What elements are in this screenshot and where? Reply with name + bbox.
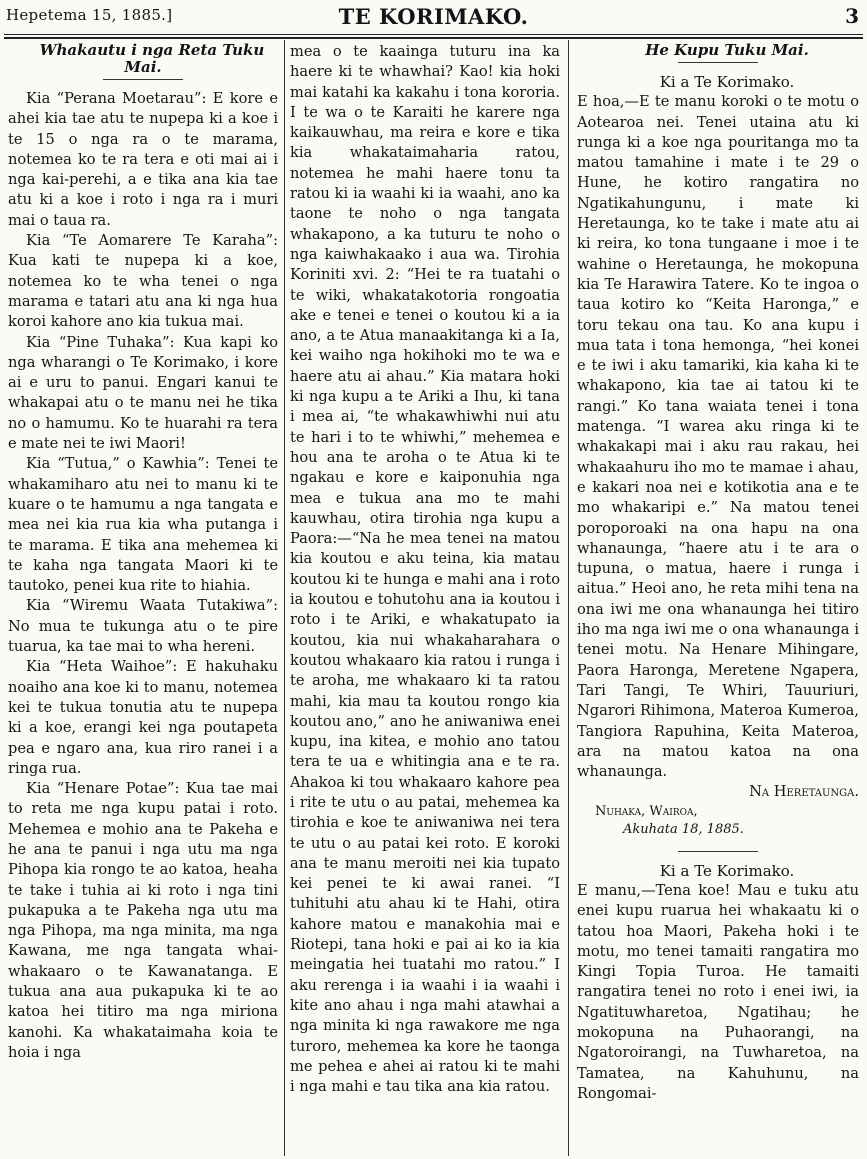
section-title: Whakautu i nga Reta Tuku Mai. bbox=[39, 42, 265, 76]
page-header bbox=[0, 0, 867, 34]
newspaper-title: TE KORIMAKO. bbox=[338, 4, 529, 29]
header-rule-thick bbox=[4, 37, 863, 39]
letter-paragraph: E hoa,—E te manu koroki o te motu o Aotearoa nei. Tenei utaina atu ki runga ki a koe nga pouritanga mo ta matou tamahine i mate i te 29 o Hune, he kotiro rangatira no Ngatikahungunu, i mate ki Heretaunga, ko te take i mate atu ai ki reira, ko tona tungaane i moe i te wahine o Heretaunga, he mokopuna kia Te Harawira Tatere. Ko te ingoa o taua kotiro ko “Keita Haronga,” e toru tekau ona tau. Ko ana kupu i mua tata i tona hemonga, “hei konei e te iwi i aku tamariki, kia kaha ki te whakapono, kia tae ai tatou ki te rangi.” Ko tana waiata tenei i tona matenga. “I warea aku ringa ki te whakakapi mai i aku rau rakau, hei whakaahuru iho mo te mamae i ahau, e kakari noa nei e kotikotia ana e te mo whakaripi e.” Na matou tenei poroporoaki na ona hapu na ona whanaunga, “haere atu i te ara o tupuna, o matua, haere i runga i aitua.” Heoi ano, he reta mihi tena na ona iwi me ona whanaunga hei titiro iho ma nga iwi me o ona whanaunga i tenei motu. Na Henare Mihingare, Paora Haronga, Meretene Ngapera, Tari Tangi, Te Whiri, Tauuriuri, Ngarori Rihimona, Materoa Kumeroa, Tangiora Rapuhina, Keita Materoa, ara na matou katoa na ona whanaunga. bbox=[577, 93, 859, 781]
section-rule bbox=[103, 79, 183, 80]
column-2 bbox=[290, 42, 560, 1156]
letter-addressee: Ki a Te Korimako. bbox=[659, 861, 795, 880]
letter-paragraph: E manu,—Tena koe! Mau e tuku atu enei kupu ruarua hei whakaatu ki o tatou hoa Maori, Pakeha hoki i te motu, mo tenei tamaiti rangatira mo Kingi Topia Turoa. He tamaiti rangatira tenei no roto i enei iwi, ia Ngatituwharetoa, Ngatihau; he mokopuna na Puhaorangi, na Ngatoroirangi, na Tuwharetoa, na Tamatea, na Kahuhunu, na Rongomai- bbox=[577, 881, 859, 1102]
page-number: 3 bbox=[845, 4, 859, 28]
article-paragraph: Kia “Te Aomarere Te Karaha”: Kua kati te nupepa ki a koe, notemea ko te wha tenei o nga marama e tatari atu ana ki nga hua koroi kahore ano kia tukua mai. bbox=[8, 232, 278, 331]
letter-signature: Na Heretaunga. bbox=[749, 783, 859, 801]
letter-addressee: Ki a Te Korimako. bbox=[659, 73, 795, 91]
article-paragraph: Kia “Pine Tuhaka”: Kua kapi ko nga wharangi o Te Korimako, i kore ai e uru to panui. Engari kanui te whakapai atu o te manu nei he tika no o hamumu. Ko te huarahi ra tera e mate nei te iwi Maori! bbox=[8, 333, 278, 453]
column-3 bbox=[577, 42, 859, 1156]
article-paragraph: mea o te kaainga tuturu ina ka haere ki te whawhai? Kao! kia hoki mai katahi ka kakahu i tona kororia. I te wa o te Karaiti he karere nga kaikauwhau, ma reira e kore e tika kia whakataimaharia ratou, notemea he mahi haere tonu ta ratou ki ia waahi ki ia waahi, ano ka taone te noho o nga tangata whakapono, a ka tuturu te noho o nga kaiwhakaako i aua wa. Tirohia Koriniti xvi. 2: “Hei te ra tuatahi o te wiki, whakatakotoria rongoatia ake e tenei e tenei o koutou ki a ia ano, a te Atua manaakitanga ki a Ia, kei waiho nga hokihoki mo te wa e haere atu ai ahau.” Kia matara hoki ki nga kupu a te Ariki a Ihu, ki tana i mea ai, “te whakawhiwhi nui atu te hari i to te whiwhi,” mehemea e hou ana te aroha o te Atua ki te ngakau e kore e kaiponuhia nga mea e tukua ana mo te mahi kauwhau, otira tirohia nga kupu a Paora:—“Na he mea tenei na matou kia koutou e aku teina, kia matau koutou ki te hunga e mahi ana i roto ia koutou e tohutohu ana ia koutou i roto i te Ariki, e whakatupato ia koutou, kia nui whakaharahara o koutou whakaaro kia ratou i runga i te aroha, me whakaaro ki ta ratou mahi, kia mau ta koutou rongo kia koutou ano,” ano he aniwaniwa enei kupu, ina kitea, e mohio ano tatou tera te ua e whitingia ana e te ra. Ahakoa ki tou whakaaro kahore pea i rite te utu o au patai, mehemea ka tirohia e koe te aniwaniwa nei tera te utu o au patai kei roto. E koroki ana te manu meroiti nei kia tupato kei penei te ki awai ranei. “I tuhituhi atu ahau ki te Hahi, otira kahore matou e manakohia mai e Riotepi, tana hoki e pai ai ko ia kia meingatia hei tuatahi mo ratou.” I aku rerenga i ia waahi i ia waahi i kite ano ahau i nga mahi atawhai a nga minita ki nga rawakore me nga turoro, mehemea ka kore he taonga me pehea e ahei ai ratou ki te mahi i nga mahi e tau tika ana kia ratou. bbox=[290, 43, 560, 1096]
section-title: He Kupu Tuku Mai. bbox=[645, 42, 809, 59]
article-paragraph: Kia “Henare Potae”: Kua tae mai to reta me nga kupu patai i roto. Mehemea e mohio ana te Pakeha e he ana te panui i nga utu ma nga Pihopa kia rongo te ao katoa, heaha te take i tuhia ai ki roto i nga tini pukapuka a te Pakeha nga utu ma nga Pihopa, ma nga minita, ma nga Kawana, me nga tangata whai-whakaaro o te Kawanatanga. E tukua ana aua pukapuka ki te ao katoa hei titiro ma nga miriona kanohi. Ka whakataimaha koia te hoia i nga bbox=[8, 780, 278, 1061]
issue-date: Hepetema 15, 1885.] bbox=[6, 6, 173, 24]
column-1 bbox=[8, 42, 278, 1156]
section-rule bbox=[678, 851, 758, 852]
article-paragraph: Kia “Heta Waihoe”: E hakuhaku noaiho ana koe ki to manu, notemea kei te tukua tonutia atu te nupepa ki a koe, erangi kei nga poutapeta pea e ngaro ana, kua riro ranei i a ringa rua. bbox=[8, 658, 278, 777]
article-paragraph: Kia “Wiremu Waata Tutakiwa”: No mua te tukunga atu o te pire tuarua, ka tae mai to wha hereni. bbox=[8, 597, 278, 656]
column-divider bbox=[284, 40, 285, 1156]
article-paragraph: Kia “Perana Moetarau”: E kore e ahei kia tae atu te nupepa ki a koe i te 15 o nga ra o te marama, notemea ko te ra tera e oti mai ai i nga kai-perehi, a e tika ana kia tae atu ki a koe i roto i nga ra i muri mai o taua ra. bbox=[8, 90, 278, 229]
article-paragraph: Kia “Tutua,” o Kawhia”: Tenei te whakamiharo atu nei to manu ki te kuare o te hamumu a nga tangata e mea nei kia rua kia wha putanga i te marama. E tika ana mehemea ki te kaha nga tangata Maori ki te tautoko, penei kua rite to hiahia. bbox=[8, 455, 278, 595]
letter-place: Nuhaka, Wairoa, bbox=[595, 803, 698, 819]
column-divider bbox=[568, 40, 569, 1156]
header-rule bbox=[4, 34, 863, 35]
letter-date: Akuhata 18, 1885. bbox=[623, 821, 744, 837]
section-rule bbox=[678, 62, 758, 63]
